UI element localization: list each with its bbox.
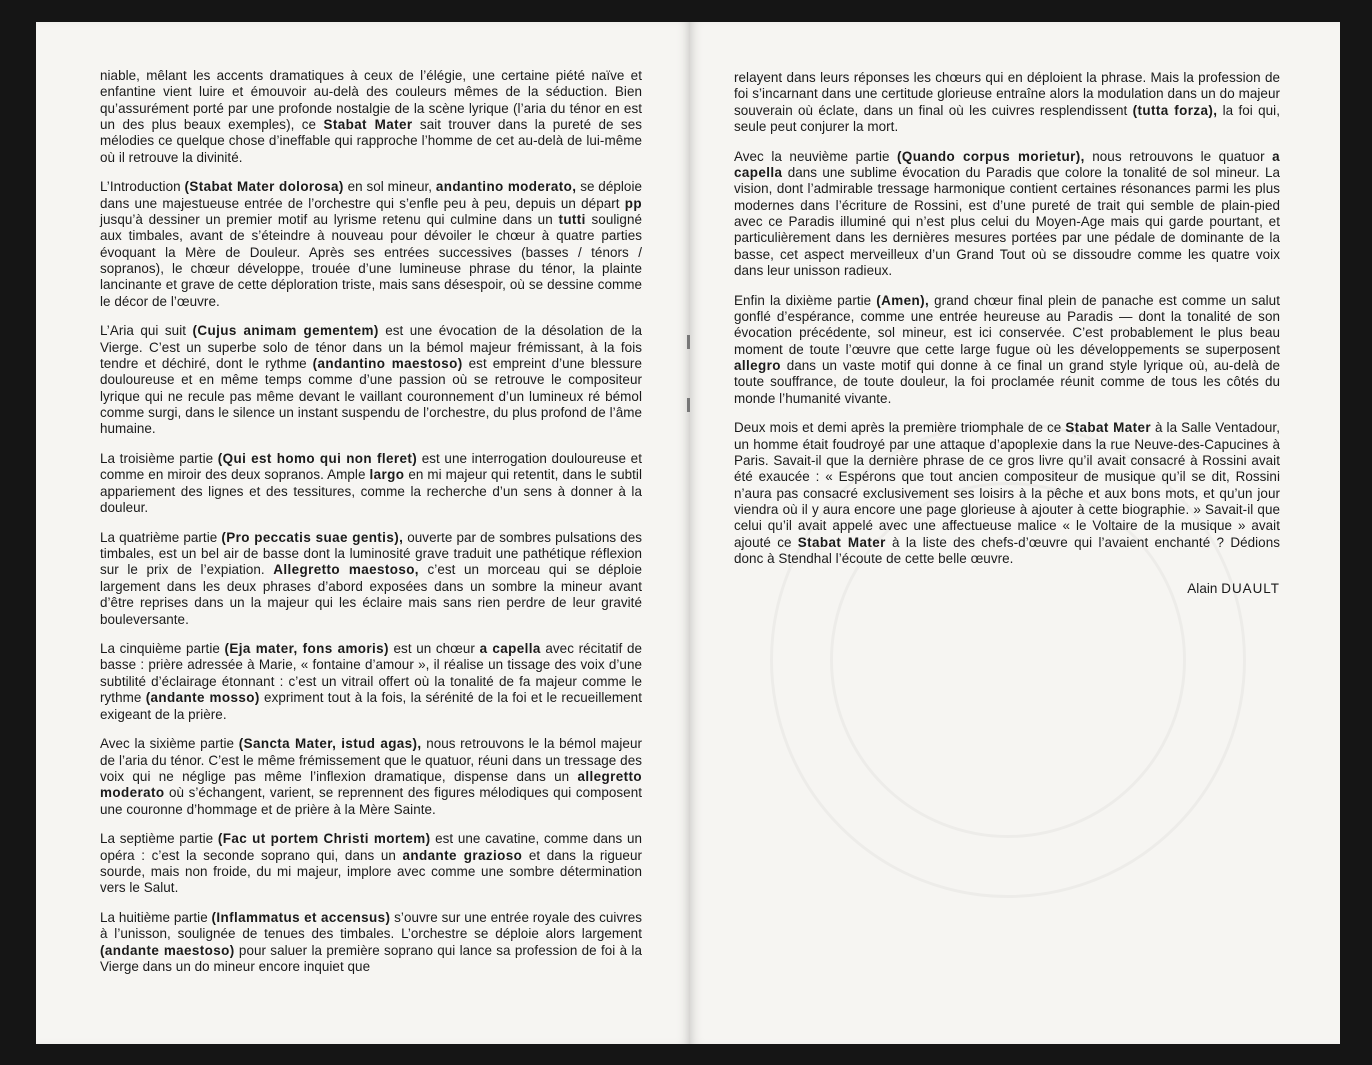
left-paragraph-7 — [100, 736, 642, 818]
text-run: pour saluer la première soprano qui lance sa profession de foi à la Vierge dans un do mineur encore inquiet que — [100, 942, 642, 974]
text-run: sait trouver dans la pureté de ses mélodies ce quelque chose d’ineffable qui rapproche l’homme de cet au-delà de lui-même où il retrouve la divinité. — [100, 117, 642, 165]
bold-term: (tutta forza), — [1132, 102, 1218, 118]
right-page-text — [734, 70, 1280, 610]
text-run: la foi qui, seule peut conjurer la mort. — [734, 102, 1280, 135]
bold-term: allegretto moderato — [100, 768, 642, 801]
right-paragraph-4 — [734, 420, 1280, 567]
text-run: souligné aux timbales, avant de s’éteindre à nouveau pour dévoiler le chœur à quatre parties évoquant la Mère de Douleur. Après ses entrées successives (basses / ténors / sopranos), le chœur développe, trouée d’une lumineuse phrase du ténor, la plainte lancinante et grave de cette déploration triste, mais sans désespoir, où se dessine comme le décor de l’œuvre. — [100, 212, 642, 309]
text-run: La quatrième partie — [100, 529, 222, 545]
text-run: est une interrogation douloureuse et comme en miroir des deux sopranos. Ample — [100, 451, 642, 483]
left-paragraph-5 — [100, 530, 642, 628]
signature-first-name: Alain — [1187, 580, 1218, 596]
text-run: Deux mois et demi après la première triomphale de ce — [734, 420, 1066, 436]
bold-term: Stabat Mater — [323, 117, 413, 133]
text-run: relayent dans leurs réponses les chœurs qui en déploient la phrase. Mais la profession de foi s’incarnant dans une certitude glorieuse entraîne alors la modulation dans un do majeur souverain où éclate, dans un final où les cuivres resplendissent — [734, 70, 1280, 118]
right-paragraph-2 — [734, 149, 1280, 280]
text-run: L’Aria qui suit — [100, 323, 193, 339]
text-run: ouverte par de sombres pulsations des timbales, est un bel air de basse dont la luminosité grave traduit une pathétique réflexion sur le prix de l’expiation. — [100, 529, 642, 578]
text-run: à la liste des chefs-d’œuvre qui l’avaient enchanté ? Dédions donc à Stendhal l’écoute de cette belle œuvre. — [734, 534, 1280, 567]
left-page — [36, 22, 690, 1044]
text-run: est empreint d’une blessure douloureuse et en même temps comme d’une passion où se retrouve le compositeur lyrique qui ne recule pas même devant le vaillant couronnement d’un lumineux ré bémol comme surgi, dans le silence un instant suspendu de l’orchestre, du plus profond de l’âme humaine. — [100, 356, 642, 437]
author-signature — [734, 581, 1280, 597]
text-run: Avec la sixième partie — [100, 736, 239, 752]
left-paragraph-6 — [100, 641, 642, 723]
left-paragraph-9 — [100, 910, 642, 975]
bold-term: andante grazioso — [402, 847, 523, 863]
text-run: en sol mineur, — [343, 179, 436, 195]
staple-bottom — [687, 398, 690, 412]
bold-term: (Eja mater, fons amoris) — [224, 641, 389, 657]
bold-term: (andante maestoso) — [100, 942, 235, 958]
text-run: Enfin la dixième partie — [734, 292, 877, 308]
bold-term: Stabat Mater — [797, 534, 886, 550]
text-run: se déploie dans une majestueuse entrée de l’orchestre qui s’enfle peu à peu, depuis un départ — [100, 179, 642, 211]
text-run: à la Salle Ventadour, un homme était foudroyé par une attaque d’apoplexie dans la rue Neuve-des-Capucines à Paris. Savait-il que la dernière phrase de ce gros livre qu’il avait consacré à Rossini avait été exaucée : « Espérons que tout ancien compositeur de musique qu’il se dit, Rossini n’aura pas consacré exclusivement ses loisirs à la pêche et aux bons mots, et qu’un jour viendra où il y aura encore une page glorieuse à ajouter à cette biographie. » Savait-il que celui qu’il avait appelé avec une affectueuse malice « le Voltaire de la musique » avait ajouté ce — [734, 420, 1280, 550]
right-paragraph-1 — [734, 70, 1280, 135]
bold-term: (Inflammatus et accensus) — [211, 909, 391, 925]
bold-term: a capella — [479, 641, 541, 657]
signature-last-name: DUAULT — [1221, 580, 1280, 596]
bold-term: (Fac ut portem Christi mortem) — [217, 831, 431, 847]
text-run: est une cavatine, comme dans un opéra : c’est la seconde soprano qui, dans un — [100, 831, 643, 863]
left-paragraph-1 — [100, 68, 642, 166]
text-run: nous retrouvons le quatuor — [1084, 148, 1273, 164]
text-run: et dans la rigueur sourde, mais non froide, du mi majeur, implore avec comme une sombre détermination vers le Salut. — [100, 847, 642, 896]
text-run: grand chœur final plein de panache est comme un salut gonflé d’espérance, comme une entrée heureuse au Paradis — dont la tonalité de son évocation précédente, sol mineur, est ici conservée. C’est probablement le plus beau moment de toute l’œuvre que cette large fugue où les développements se superposent — [734, 292, 1280, 357]
text-run: nous retrouvons le la bémol majeur de l’aria du ténor. C’est le même frémissement que le quatuor, réuni dans un tressage des voix qui ne néglige pas même l’inflexion dramatique, dispense dans un — [100, 736, 642, 784]
right-page-paragraphs — [734, 70, 1280, 568]
text-run: La cinquième partie — [100, 641, 225, 657]
left-paragraph-8 — [100, 831, 642, 896]
bold-term: (Quando corpus morietur), — [897, 148, 1085, 164]
text-run: La troisième partie — [100, 451, 218, 467]
right-page — [690, 22, 1340, 1044]
bold-term: Stabat Mater — [1065, 420, 1151, 436]
text-run: s’ouvre sur une entrée royale des cuivres à l’unisson, soulignée de tenues des timbales. L’orchestre se déploie alors largement — [100, 909, 642, 942]
bold-term: (Qui est homo qui non fleret) — [217, 451, 418, 467]
text-run: est un chœur — [388, 641, 480, 657]
text-run: où s’échangent, varient, se reprennent des figures mélodiques qui composent une couronne d’hommage et de prière à la Mère Sainte. — [100, 785, 642, 817]
text-run: est une évocation de la désolation de la Vierge. C’est un superbe solo de ténor dans un la bémol majeur frémissant, à la fois tendre et déchiré, dont le rythme — [100, 323, 642, 372]
text-run: L’Introduction — [100, 179, 185, 195]
text-run: jusqu’à dessiner un premier motif au lyrisme retenu qui culmine dans un — [100, 212, 559, 228]
bold-term: (Amen), — [876, 292, 930, 308]
text-run: en mi majeur qui retentit, dans le subtil appariement des lignes et des tessitures, comme la recherche d’un sens à donner à la douleur. — [100, 467, 642, 516]
bold-term: allegro — [734, 358, 781, 374]
right-paragraph-3 — [734, 293, 1280, 407]
staple-top — [687, 335, 690, 349]
text-run: niable, mêlant les accents dramatiques à ceux de l’élégie, une certaine piété naïve et enfantine vient luire et émouvoir au-delà des couleurs mêmes de la séduction. Bien qu’assurément porté par une profonde nostalgie de la scène lyrique (l’aria du ténor en est un des plus beaux exemples), ce — [100, 68, 642, 133]
bold-term: andantino moderato, — [435, 179, 577, 195]
bold-term: (Cujus animam gementem) — [192, 323, 379, 339]
bold-term: tutti — [558, 212, 586, 228]
bold-term: (Sancta Mater, istud agas), — [238, 736, 422, 752]
text-run: La huitième partie — [100, 909, 212, 925]
bold-term: (andantino maestoso) — [312, 356, 463, 372]
text-run: Avec la neuvième partie — [734, 148, 898, 164]
bold-term: (Stabat Mater dolorosa) — [184, 179, 344, 195]
bold-term: pp — [624, 195, 642, 211]
text-run: dans un vaste motif qui donne à ce final un grand style lyrique où, au-delà de toute souffrance, de toute douleur, la foi proclamée réunit comme de tous les côtés du monde l’humanité vivante. — [734, 358, 1280, 406]
bold-term: (andante mosso) — [145, 690, 260, 706]
bold-term: Allegretto maestoso, — [273, 562, 419, 578]
bold-term: largo — [369, 467, 405, 483]
bold-term: a capella — [734, 148, 1280, 181]
text-run: c’est un morceau qui se déploie largement dans les deux phrases d’abord exposées dans un sombre la mineur avant d’être reprises dans un la majeur qui les éclaire mais sans rien perdre de leur gravité bouleversante. — [100, 562, 642, 627]
left-page-text — [100, 68, 642, 989]
text-run: La septième partie — [100, 831, 218, 847]
left-paragraph-2 — [100, 179, 642, 310]
text-run: dans une sublime évocation du Paradis que colore la tonalité de sol mineur. La vision, dont l’admirable tressage harmonique contient certaines résonances parmi les plus modernes dans l’écriture de Rossini, est d’une pureté de trait qui semble de plain-pied avec ce Paradis illuminé qui n’est plus celui du Moyen-Age mais qui garde pourtant, et particulièrement dans les dernières mesures portées par une pédale de dominante de la basse, cet aspect merveilleux d’un Grand Tout où se dissoudre comme les quatre voix dans leur unisson radieux. — [734, 165, 1280, 279]
text-run: expriment tout à la fois, la sérénité de la foi et le recueillement exigeant de la prière. — [100, 690, 642, 722]
text-run: avec récitatif de basse : prière adressée à Marie, « fontaine d’amour », il réalise un tissage des voix d’une subtilité d’éclairage étonnant : c’est un vitrail offert où la tonalité de fa majeur comme le rythme — [100, 641, 642, 706]
left-paragraph-3 — [100, 323, 642, 437]
bold-term: (Pro peccatis suae gentis), — [221, 529, 404, 545]
left-paragraph-4 — [100, 451, 642, 516]
